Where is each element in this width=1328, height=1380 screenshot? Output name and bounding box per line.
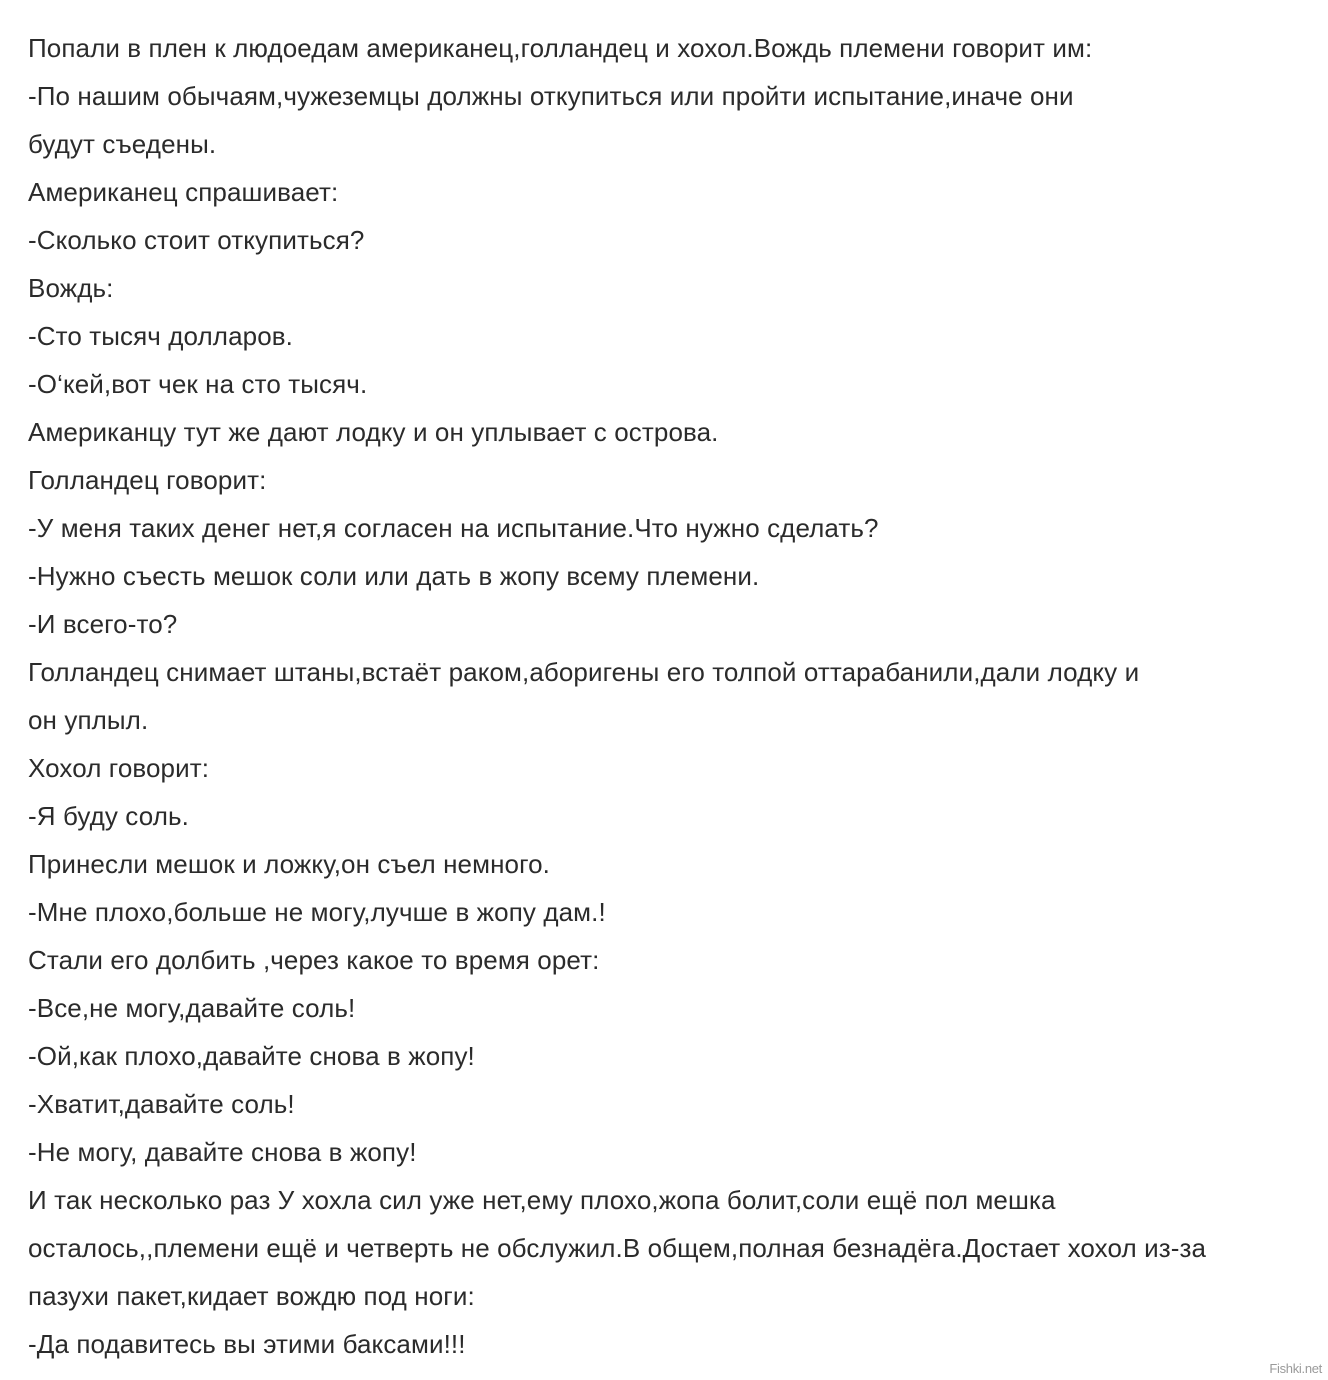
- text-line: Принесли мешок и ложку,он съел немного.: [28, 849, 551, 879]
- text-line: осталось,,племени ещё и четверть не обслужил.В общем,полная безнадёга.Достает хохол из-за: [28, 1233, 1207, 1263]
- text-line: Американцу тут же дают лодку и он уплывает с острова.: [28, 417, 719, 447]
- watermark: Fishki.net: [1269, 1361, 1322, 1376]
- text-line: -Сто тысяч долларов.: [28, 321, 293, 351]
- text-line: пазухи пакет,кидает вождю под ноги:: [28, 1281, 475, 1311]
- joke-text: [28, 24, 1318, 1368]
- text-line: Голландец говорит:: [28, 465, 267, 495]
- text-line: Американец спрашивает:: [28, 177, 339, 207]
- text-line: -Хватит,давайте соль!: [28, 1089, 295, 1119]
- text-line: -Да подавитесь вы этими баксами!!!: [28, 1329, 466, 1359]
- text-line: -Сколько стоит откупиться?: [28, 225, 365, 255]
- text-line: Попали в плен к людоедам американец,голландец и хохол.Вождь племени говорит им:: [28, 33, 1093, 63]
- text-line: -Не могу, давайте снова в жопу!: [28, 1137, 417, 1167]
- text-line: -Нужно съесть мешок соли или дать в жопу всему племени.: [28, 561, 760, 591]
- text-line: Вождь:: [28, 273, 114, 303]
- text-line: -Я буду соль.: [28, 801, 189, 831]
- text-line: -И всего-то?: [28, 609, 178, 639]
- text-line: Хохол говорит:: [28, 753, 210, 783]
- text-line: будут съедены.: [28, 129, 217, 159]
- text-line: -Ой,как плохо,давайте снова в жопу!: [28, 1041, 475, 1071]
- text-line: -Мне плохо,больше не могу,лучше в жопу дам.!: [28, 897, 606, 927]
- text-line: он уплыл.: [28, 705, 149, 735]
- text-line: Стали его долбить ,через какое то время орет:: [28, 945, 600, 975]
- text-line: И так несколько раз У хохла сил уже нет,ему плохо,жопа болит,соли ещё пол мешка: [28, 1185, 1056, 1215]
- text-line: -У меня таких денег нет,я согласен на испытание.Что нужно сделать?: [28, 513, 879, 543]
- text-line: -Все,не могу,давайте соль!: [28, 993, 356, 1023]
- text-line: -По нашим обычаям,чужеземцы должны откупиться или пройти испытание,иначе они: [28, 81, 1074, 111]
- text-line: Голландец снимает штаны,встаёт раком,аборигены его толпой оттарабанили,дали лодку и: [28, 657, 1140, 687]
- text-line: -О‘кей,вот чек на сто тысяч.: [28, 369, 368, 399]
